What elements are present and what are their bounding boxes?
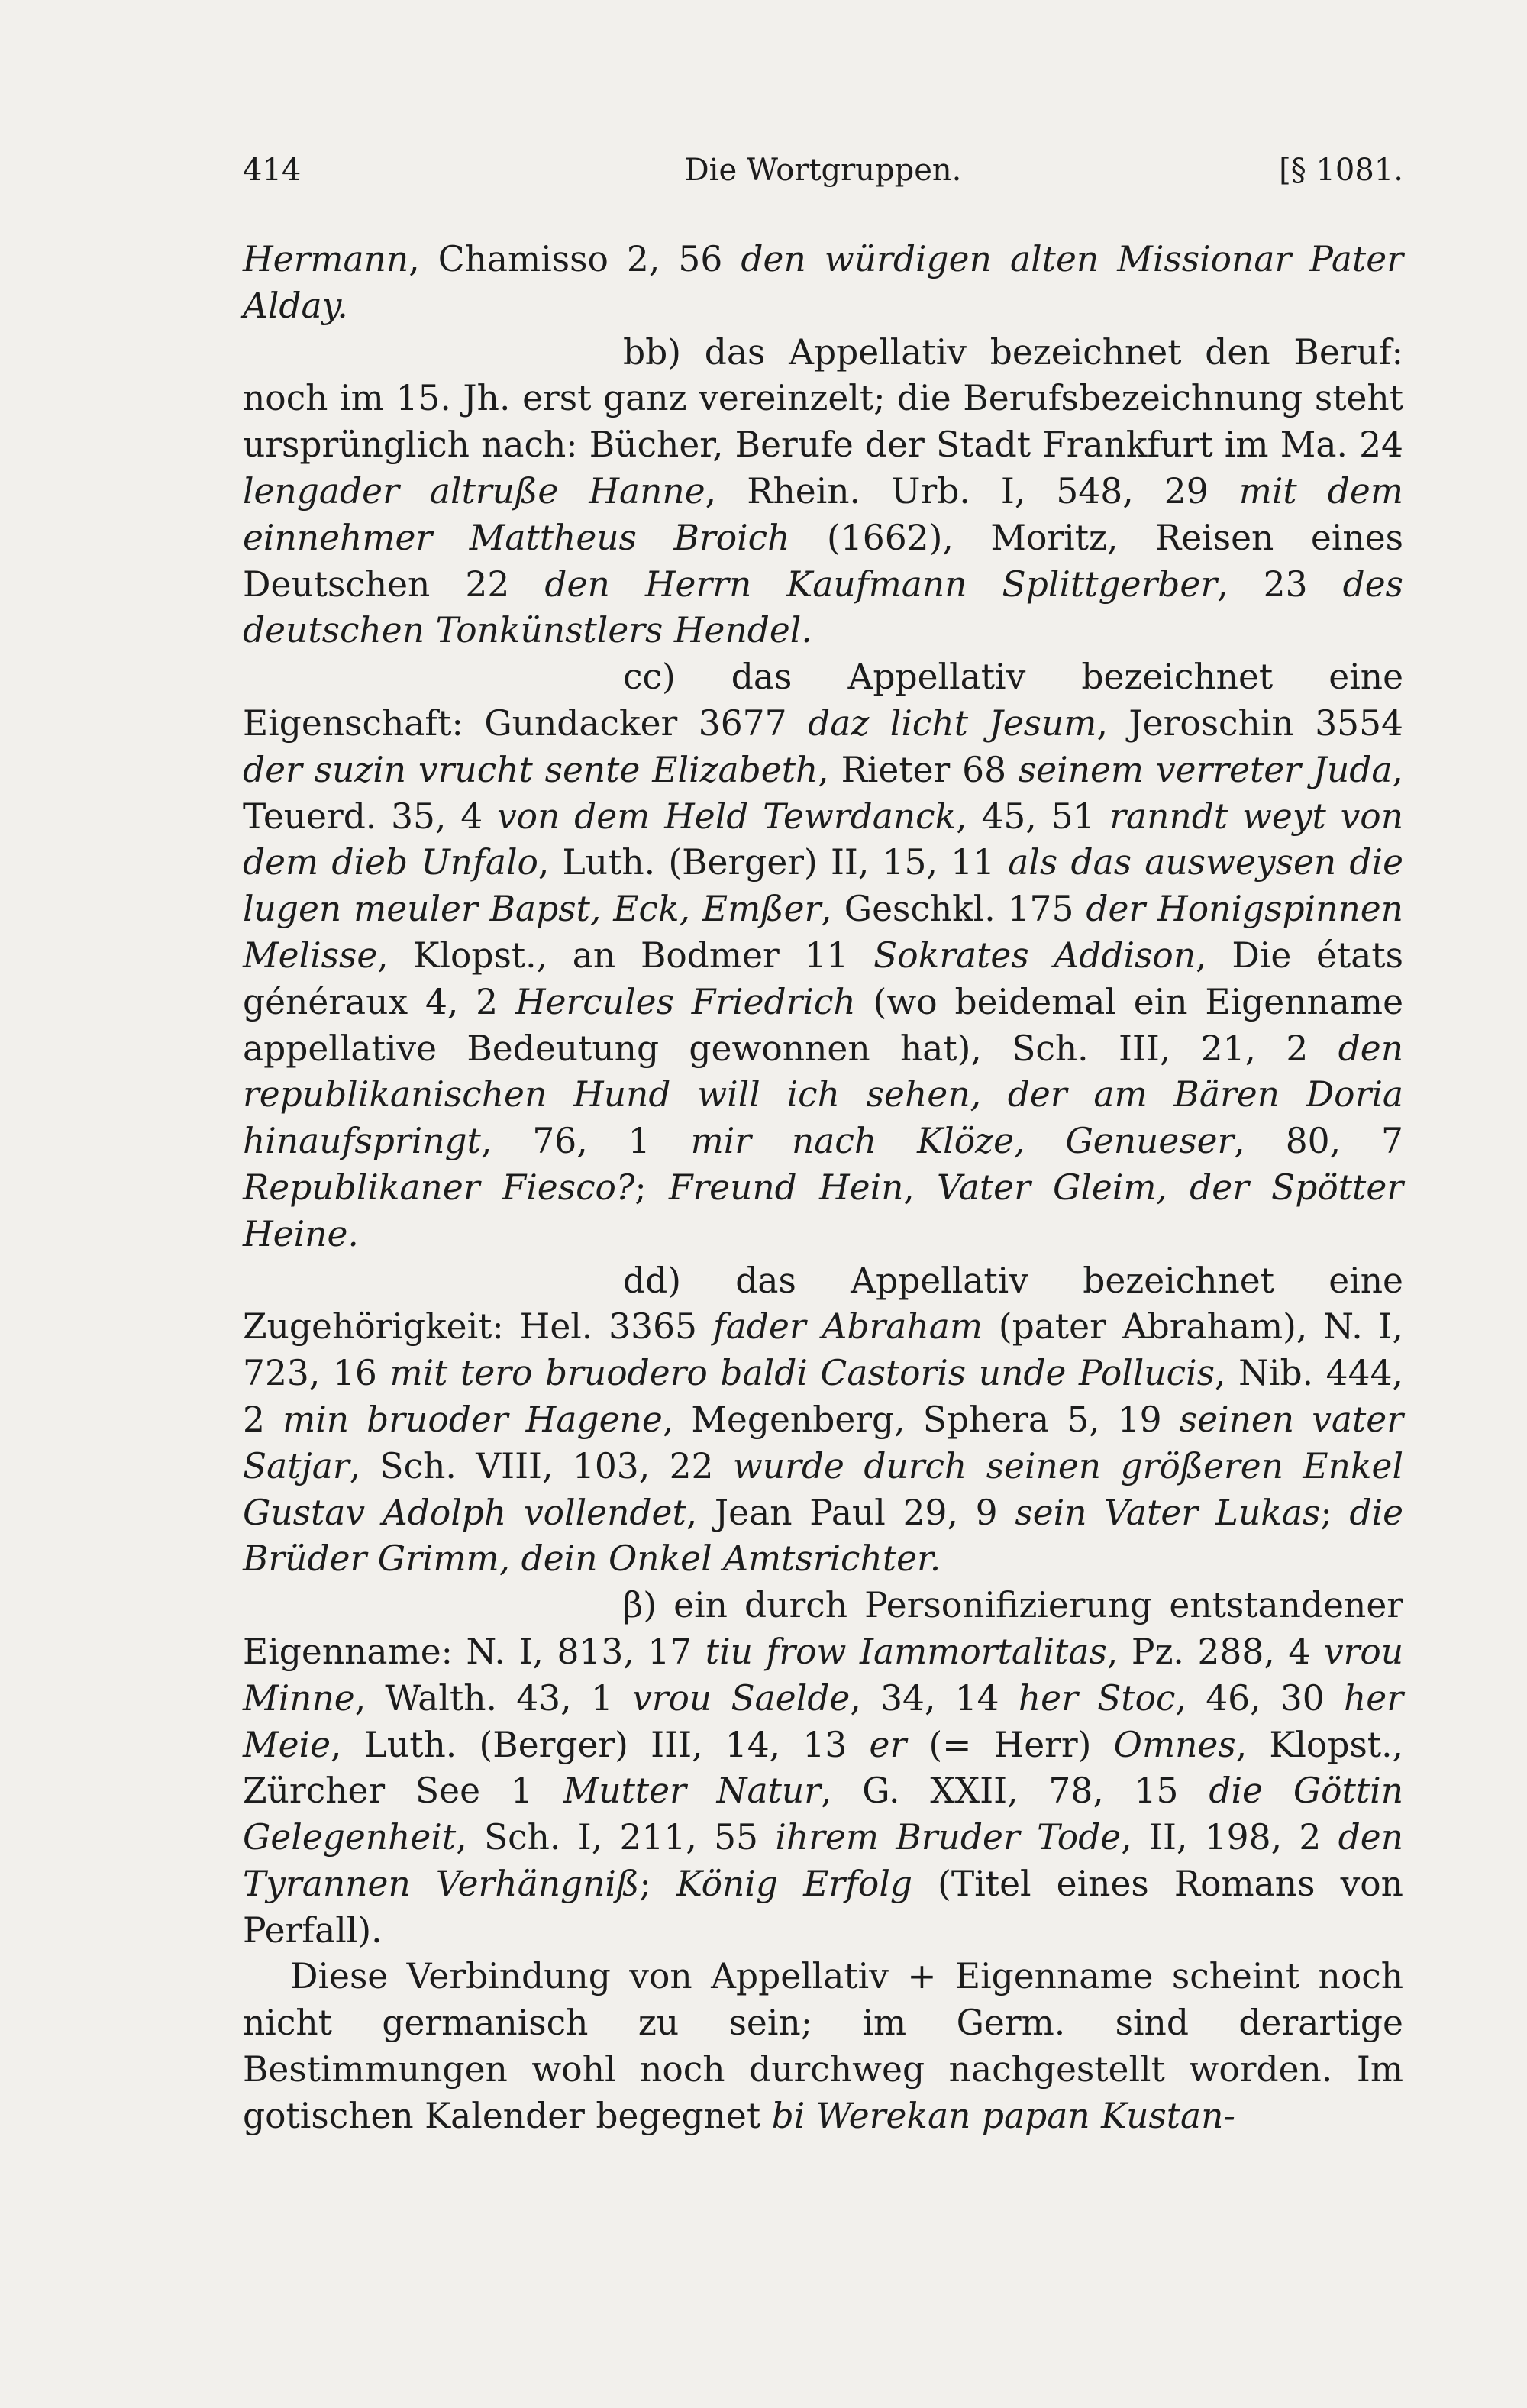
paragraph-bb-beruf	[243, 330, 1403, 655]
text-run: Diese Verbindung von Appellativ + Eigenname scheint noch nicht germanisch zu sein; im Germ. sind derartige Bestimmungen wohl noch durchweg nachgestellt worden. Im gotischen Kalender begegnet	[243, 1956, 1403, 2136]
text-run: , Teuerd. 35, 4	[243, 749, 1404, 837]
text-run: dd) das Appellativ bezeichnet eine Zugehörigkeit: Hel. 3365	[243, 1260, 1403, 1348]
text-run: , 46, 30	[1175, 1677, 1344, 1719]
italic-citation: Republikaner Fiesco?	[243, 1167, 635, 1208]
text-run: , Rhein. Urb. I, 548, 29	[705, 470, 1239, 512]
italic-citation: Sokrates Addison	[873, 934, 1196, 976]
italic-citation: ranndt weyt von dem dieb Unfalo	[243, 796, 1403, 883]
body-text	[243, 237, 1403, 2140]
italic-citation: wurde durch seinen größeren Enkel Gustav Adolph vollendet	[243, 1445, 1403, 1533]
italic-citation: die Brüder Grimm, dein Onkel Amtsrichter.	[243, 1492, 1403, 1580]
paragraph-beta-personifizierung	[243, 1583, 1403, 1954]
text-run: , Sch. I, 211, 55	[456, 1817, 776, 1858]
text-run: , Chamisso 2, 56	[408, 239, 741, 279]
text-run: , Die états généraux 4, 2	[243, 934, 1403, 1022]
italic-citation: der Honigspinnen Melisse	[243, 889, 1403, 976]
text-run: , Klopst., an Bodmer 11	[377, 934, 874, 976]
text-run: , Megenberg, Sphera 5, 19	[662, 1399, 1180, 1440]
italic-citation: seinen vater Satjar	[243, 1399, 1403, 1486]
italic-citation: Vater Gleim, der Spötter Heine.	[243, 1167, 1403, 1254]
italic-citation: die Göttin Gelegenheit	[243, 1770, 1404, 1858]
paragraph-continuation-hermann	[243, 237, 1403, 330]
italic-citation: ihrem Bruder Tode	[775, 1817, 1122, 1858]
text-run: bb) das Appellativ bezeichnet den Beruf: noch im 15. Jh. erst ganz vereinzelt; die Berufsbezeichnung steht ursprünglich nach: Bücher, Berufe der Stadt Frankfurt im Ma. 24	[243, 331, 1403, 466]
paragraph-cc-eigenschaft	[243, 654, 1403, 1257]
text-run: , Rieter 68	[818, 749, 1019, 790]
italic-citation: den Tyrannen Verhängniß	[243, 1817, 1403, 1904]
section-reference: [§ 1081.	[1279, 153, 1403, 188]
italic-citation: mir nach Klöze, Genueser	[690, 1121, 1235, 1162]
italic-citation: vrou Minne	[243, 1631, 1404, 1719]
text-run: (1662), Moritz, Reisen eines Deutschen 22	[243, 517, 1403, 605]
text-run: ;	[634, 1167, 669, 1208]
italic-citation: her Stoc	[1018, 1677, 1176, 1719]
text-run: ;	[1320, 1492, 1350, 1533]
italic-citation: min bruoder Hagene	[282, 1399, 663, 1440]
italic-citation: mit tero bruodero baldi Castoris unde Pollucis	[389, 1353, 1215, 1394]
text-run: , Geschkl. 175	[821, 889, 1086, 930]
running-title: Die Wortgruppen.	[684, 153, 962, 188]
italic-citation: fader Abraham	[712, 1306, 983, 1348]
text-run: (wo beidemal ein Eigenname appellative Bedeutung gewonnen hat), Sch. III, 21, 2	[243, 981, 1403, 1069]
italic-citation: den Herrn Kaufmann Splittgerber	[544, 563, 1218, 605]
italic-citation: seinem verreter Juda	[1018, 749, 1393, 790]
text-run: (= Herr)	[906, 1724, 1114, 1765]
text-run: , G. XXII, 78, 15	[820, 1770, 1209, 1812]
text-run: , Klopst., Zürcher See 1	[243, 1724, 1404, 1812]
italic-citation: bi Werekan papan Kustan-	[771, 2095, 1235, 2136]
italic-citation: her Meie	[243, 1677, 1403, 1765]
running-header	[243, 153, 1403, 206]
text-run: , 23	[1217, 563, 1343, 605]
italic-citation: von dem Held Tewrdanck	[496, 796, 957, 837]
text-run: , Sch. VIII, 103, 22	[349, 1445, 733, 1486]
italic-citation: Omnes	[1113, 1724, 1236, 1765]
italic-citation: Mutter Natur	[563, 1770, 821, 1812]
text-run: , Walth. 43, 1	[354, 1677, 633, 1719]
text-run: , Nib. 444, 2	[243, 1353, 1403, 1440]
italic-citation: Hercules Friedrich	[515, 981, 856, 1022]
italic-citation: den würdigen alten Missionar Pater Alday.	[243, 239, 1403, 326]
italic-citation: er	[869, 1724, 907, 1765]
italic-citation: der suzin vrucht sente Elizabeth	[243, 749, 818, 790]
text-run: , Jean Paul 29, 9	[686, 1492, 1015, 1533]
text-run: , 34, 14	[850, 1677, 1019, 1719]
italic-citation: vrou Saelde	[632, 1677, 851, 1719]
text-run: , Luth. (Berger) II, 15, 11	[538, 842, 1009, 883]
text-run: , Luth. (Berger) III, 14, 13	[331, 1724, 870, 1765]
italic-citation: des deutschen Tonkünstlers Hendel.	[243, 563, 1404, 651]
text-run: , 80, 7	[1234, 1121, 1403, 1162]
text-run: , II, 198, 2	[1121, 1817, 1338, 1858]
italic-citation: als das ausweysen die lugen meuler Bapst, Eck, Emßer	[243, 842, 1403, 930]
italic-citation: lengader altruße Hanne	[243, 470, 705, 512]
text-run: ;	[639, 1863, 676, 1904]
italic-citation: daz licht Jesum	[808, 702, 1097, 744]
text-run: , 45, 51	[956, 796, 1110, 837]
text-run: , Pz. 288, 4	[1106, 1631, 1324, 1672]
italic-citation: den republikanischen Hund will ich sehen, der am Bären Doria hinaufspringt	[243, 1028, 1403, 1162]
text-run: ,	[903, 1167, 938, 1208]
text-run: (pater Abraham), N. I, 723, 16	[243, 1306, 1403, 1394]
paragraph-germanisch	[243, 1954, 1403, 2139]
italic-citation: König Erfolg	[676, 1863, 912, 1904]
page-number: 414	[243, 153, 302, 188]
italic-citation: sein Vater Lukas	[1015, 1492, 1321, 1533]
italic-citation: Hermann	[243, 239, 409, 279]
italic-citation: tiu frow Iammortalitas	[705, 1631, 1107, 1672]
italic-citation: mit dem einnehmer Mattheus Broich	[243, 470, 1403, 558]
text-run: β) ein durch Personifizierung entstandener Eigenname: N. I, 813, 17	[243, 1585, 1403, 1672]
text-run: , Jeroschin 3554	[1096, 702, 1403, 744]
text-run: cc) das Appellativ bezeichnet eine Eigenschaft: Gundacker 3677	[243, 657, 1403, 744]
paragraph-dd-zugehoerigkeit	[243, 1258, 1403, 1583]
text-run: (Titel eines Romans von Perfall).	[243, 1863, 1403, 1951]
text-run: , 76, 1	[480, 1121, 691, 1162]
italic-citation: Freund Hein	[668, 1167, 904, 1208]
